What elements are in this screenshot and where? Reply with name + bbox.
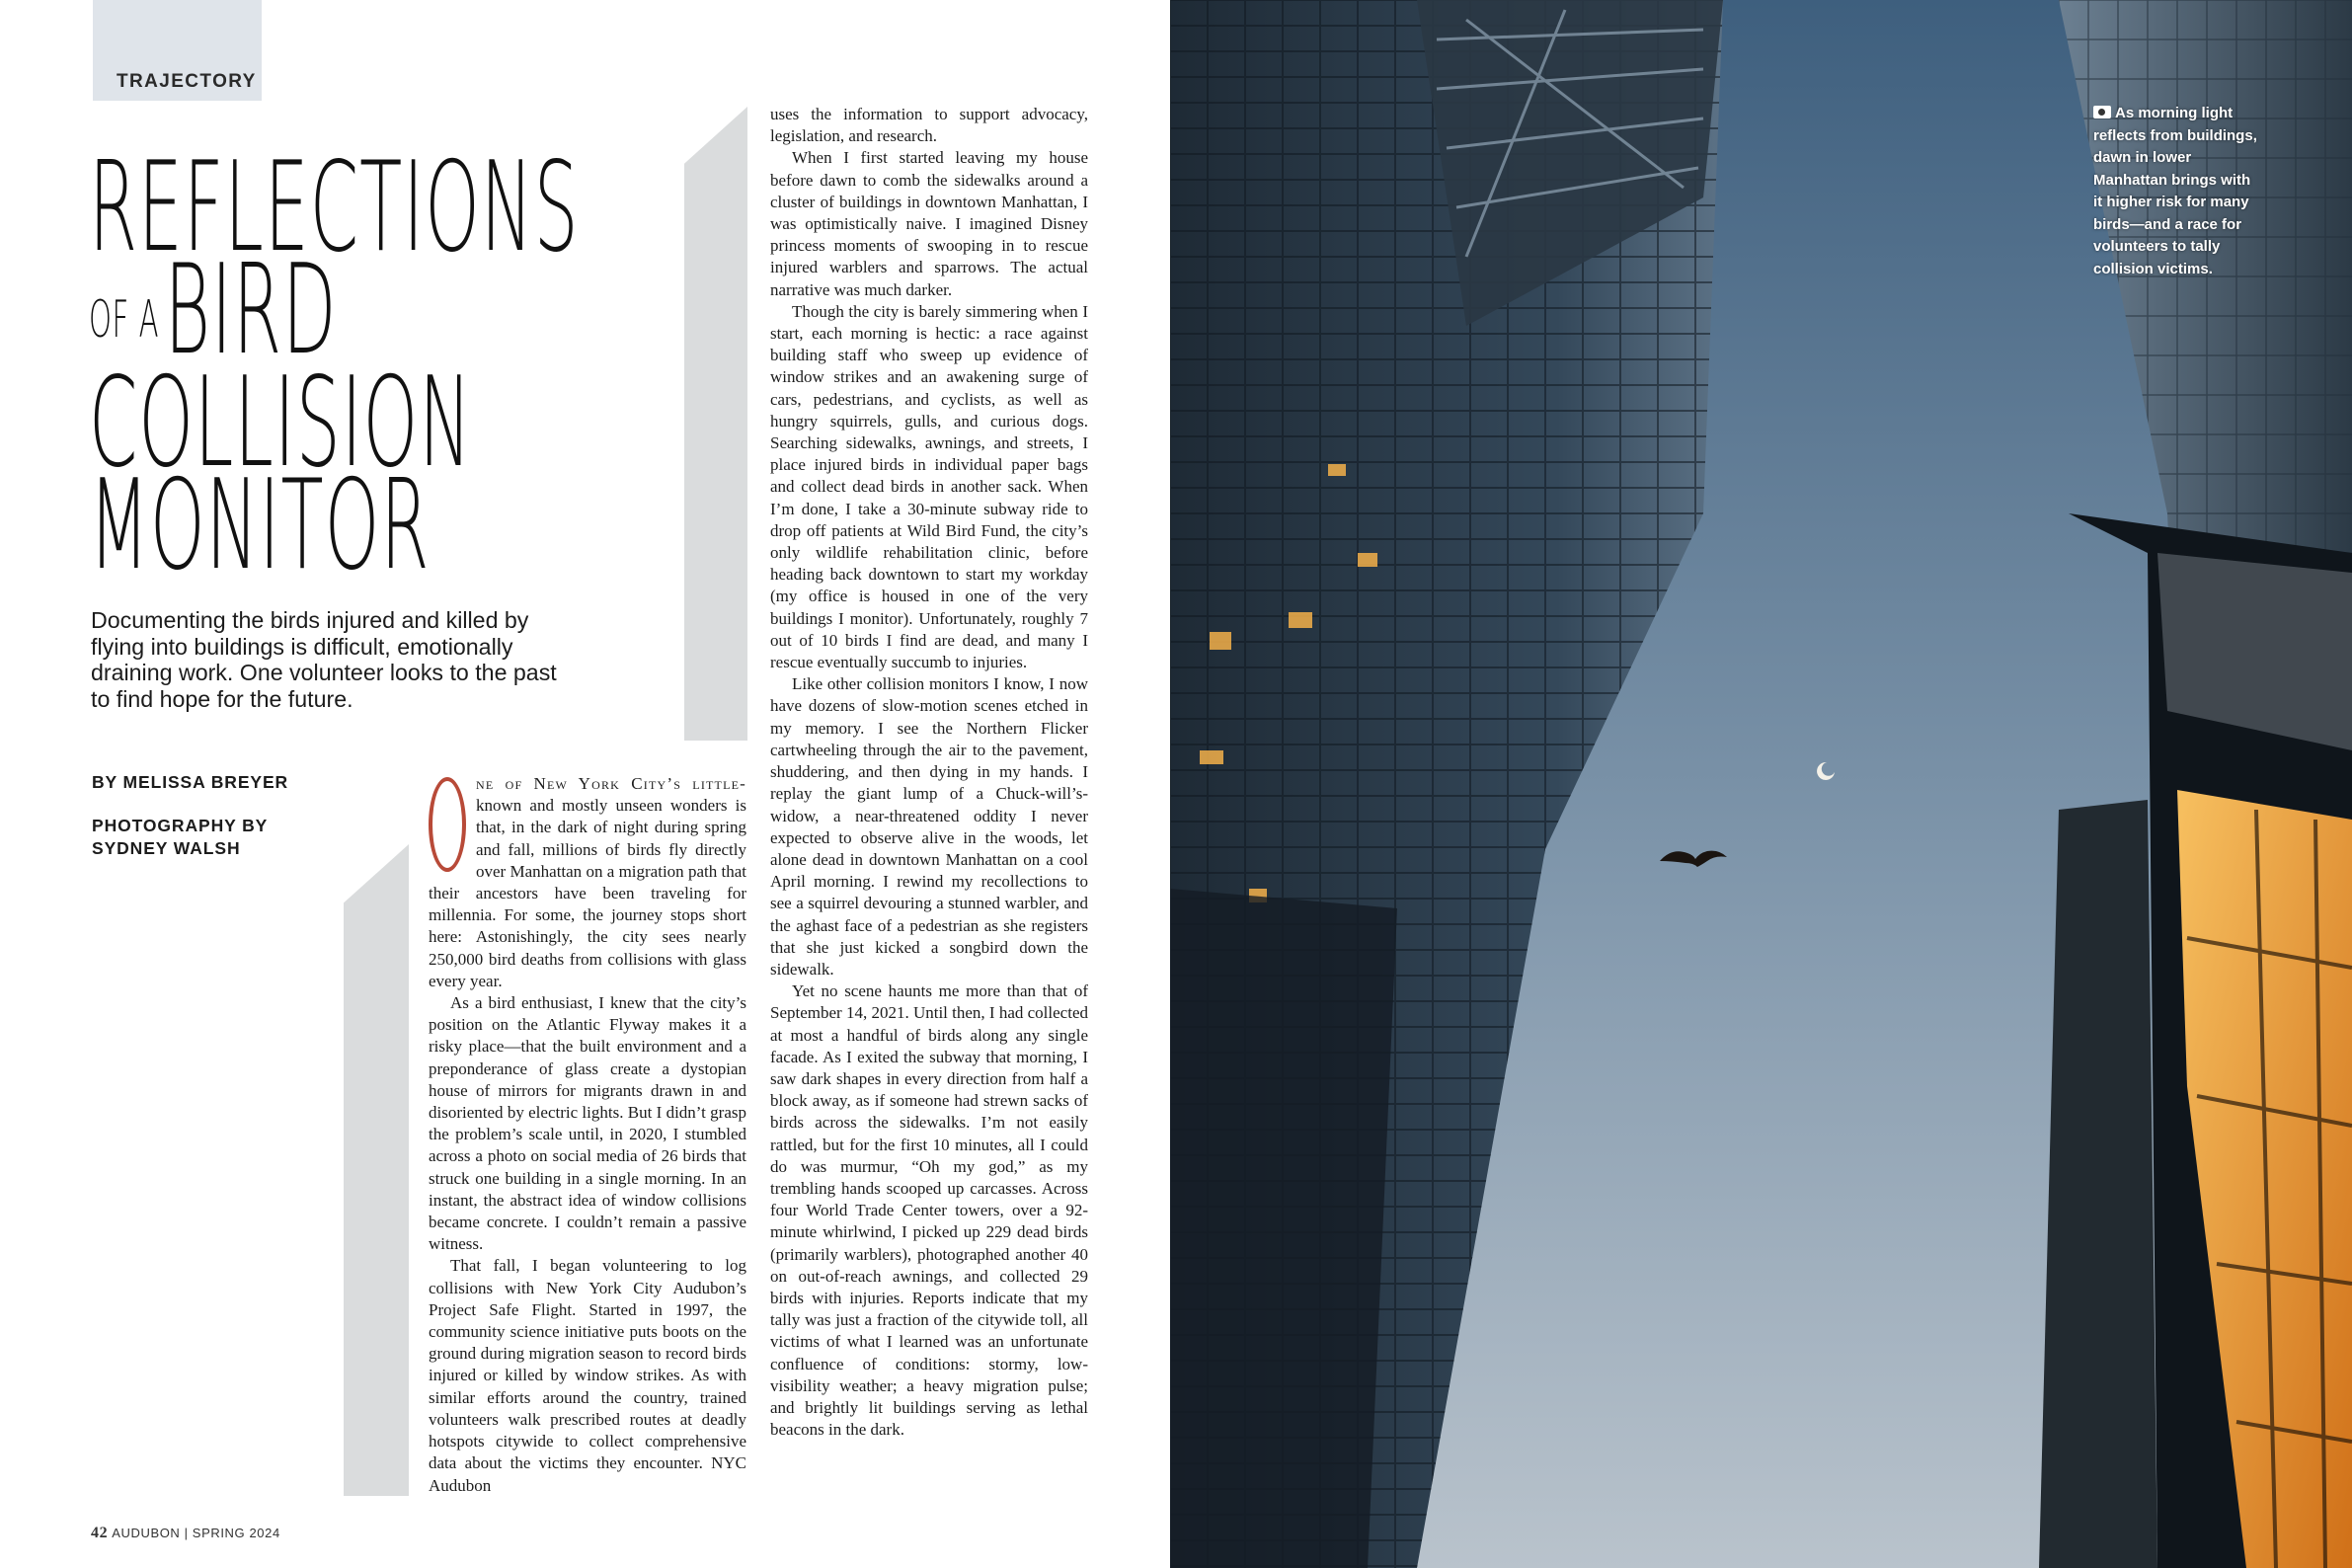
section-label: TRAJECTORY <box>117 71 257 92</box>
paragraph: Though the city is barely simmering when I start, each morning is hectic: a race against building staff who sweep up evidence of window strikes and an awakening surge of cars, pedestrians, and cyclists, as well as hungry squirrels, gulls, and curious dogs. Searching sidewalks, awnings, and streets, I place injured birds in individual paper bags and collect dead birds in another sack. When I’m done, I take a 30-minute subway ride to drop off patients at Wild Bird Fund, the city’s only wildlife rehabilitation clinic, before heading back downtown to start my workday (my office is housed in one of the very buildings I monitor). Unfortunately, roughly 7 out of 10 birds I find are dead, and many I rescue eventually succumb to injuries. <box>770 301 1088 672</box>
section-tab <box>93 0 262 101</box>
headline-line-3: COLLISION <box>89 350 473 495</box>
paragraph: As a bird enthusiast, I knew that the city’s position on the Atlantic Flyway makes it a risky place—that the built environment and a preponderance of glass create a dystopian house of mirrors for migrants drawn in and disoriented by electric lights. But I didn’t grasp the problem’s scale until, in 2020, I stumbled across a photo on social media of 26 birds that struck one building in a single morning. In an instant, the abstract idea of window collisions became concrete. I couldn’t remain a passive witness. <box>429 993 746 1254</box>
paragraph: When I first started leaving my house before dawn to comb the sidewalks around a cluster of buildings in downtown Manhattan, I was optimistically naive. I imagined Disney princess moments of swooping in to rescue injured warblers and sparrows. The actual narrative was much darker. <box>770 148 1088 299</box>
paragraph <box>429 773 746 992</box>
body-column-2 <box>770 104 1088 1506</box>
photo-caption <box>2093 103 2261 280</box>
headline-line-4: MONITOR <box>89 452 431 597</box>
decorative-bar-middle <box>684 107 747 741</box>
body-column-1 <box>429 773 746 1504</box>
article-page <box>0 0 1170 1568</box>
decorative-bar-left <box>344 844 409 1496</box>
camera-icon <box>2093 106 2111 118</box>
dropcap-o <box>429 777 466 872</box>
paragraph: Like other collision monitors I know, I now have dozens of slow-motion scenes etched in my memory. I see the Northern Flicker cartwheeling through the air to the pavement, shuddering, and then dying in my hands. I replay the giant lump of a Chuck-will’s-widow, a near-threatened oddity I never expected to observe alive in the woods, let alone dead in downtown Manhattan on a cool April morning. I rewind my recollections to see a squirrel devouring a stunned warbler, and the aghast face of a pedestrian as she registers that she just kicked a songbird down the sidewalk. <box>770 674 1088 979</box>
caption-text: As morning light reflects from buildings, dawn in lower Manhattan brings with it higher risk for many birds—and a race for volunteers to tally collision victims. <box>2093 105 2257 277</box>
right-lower-building <box>2039 800 2157 1568</box>
headline <box>89 134 580 597</box>
folio <box>91 1525 280 1542</box>
paragraph: uses the information to support advocacy, legislation, and research. <box>770 105 1088 146</box>
photo-credit-name: SYDNEY WALSH <box>92 838 241 858</box>
paragraph: Yet no scene haunts me more than that of September 14, 2021. Until then, I had collected at most a handful of birds along any single facade. As I exited the subway that morning, I saw dark shapes in every direction from half a block away, as if someone had strewn sacks of birds across the sidewalks. I’m not easily rattled, but for the first 10 minutes, all I could do was murmur, “Oh my god,” as my trembling hands scooped up carcasses. Across four World Trade Center towers, over a 92-minute whirlwind, I picked up 229 dead birds (primarily warblers), photographed another 40 on out-of-reach awnings, and collected 29 birds with injuries. Reports indicate that my tally was just a fraction of the citywide toll, all victims of what I learned was an unfortunate confluence of conditions: stormy, low-visibility weather; a heavy migration pulse; and brightly lit buildings serving as lethal beacons in the dark. <box>770 981 1088 1440</box>
page-number: 42 <box>91 1525 109 1541</box>
headline-line-1: REFLECTIONS <box>89 134 580 279</box>
lead-in: ne of New York City’s little- <box>476 774 746 793</box>
photo-credit-label: PHOTOGRAPHY BY <box>92 816 269 835</box>
paragraph-text: known and mostly unseen wonders is that, in the dark of night during spring and fall, millions of birds fly directly over Manhattan on a migration path that their ancestors have been traveling for millennia. For some, the journey stops short here: Astonishingly, the city sees nearly 250,000 bird deaths from collisions with glass every year. <box>429 796 746 990</box>
byline: BY MELISSA BREYER <box>92 772 289 792</box>
dek: Documenting the birds injured and killed by flying into buildings is difficult, emotionally draining work. One volunteer looks to the past to find hope for the future. <box>91 607 557 712</box>
paragraph: That fall, I began volunteering to log collisions with New York City Audubon’s Project Safe Flight. Started in 1997, the community science initiative puts boots on the ground during migration season to record birds injured or killed by window strikes. As with similar efforts around the country, trained volunteers walk prescribed routes at deadly hotspots citywide to collect comprehensive data about the victims they encounter. NYC Audubon <box>429 1256 746 1495</box>
photo-credit <box>92 815 349 860</box>
publication-line: AUDUBON | SPRING 2024 <box>112 1526 280 1540</box>
headline-small-words: OF A <box>89 290 160 350</box>
headline-bird-word: BIRD <box>164 237 338 382</box>
